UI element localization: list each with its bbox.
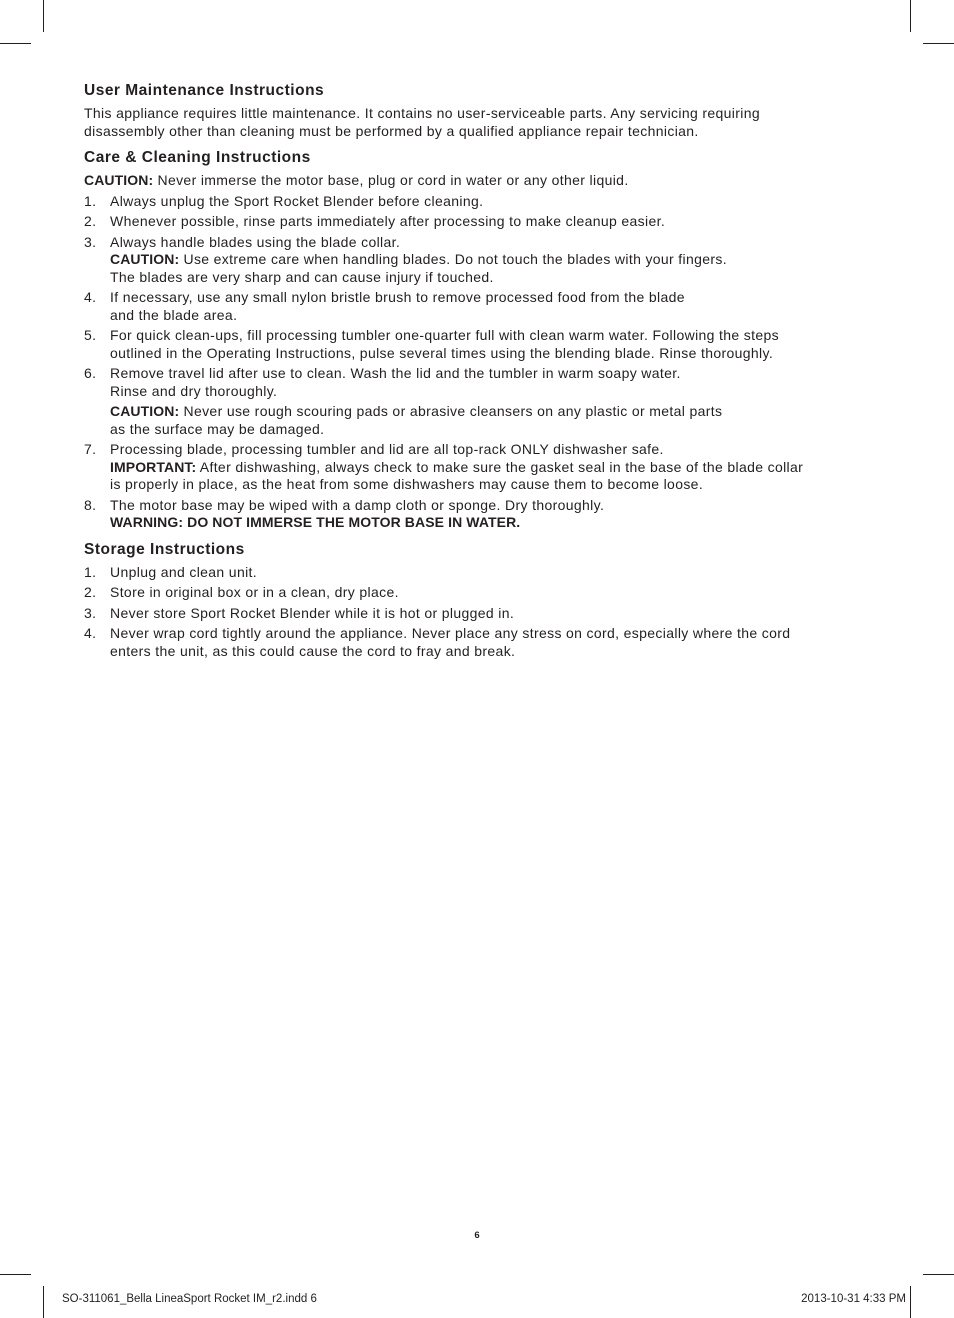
list-item xyxy=(84,213,874,231)
note-text: as the surface may be damaged. xyxy=(110,420,325,437)
crop-mark-bottom-left-vertical xyxy=(43,1286,44,1318)
item-number: 2. xyxy=(84,213,97,229)
item-number: 8. xyxy=(84,496,97,513)
item-number: 1. xyxy=(84,192,97,209)
item-number: 4. xyxy=(84,625,97,641)
item-text: Always unplug the Sport Rocket Blender before cleaning. xyxy=(110,192,484,209)
list-item xyxy=(84,193,874,211)
crop-mark-bottom-right-vertical xyxy=(910,1286,911,1318)
item-text: enters the unit, as this could cause the cord to fray and break. xyxy=(110,642,516,659)
crop-mark-bottom-left-horizontal xyxy=(0,1274,31,1275)
footer-timestamp: 2013-10-31 4:33 PM xyxy=(801,1293,906,1305)
page-content xyxy=(84,81,874,668)
maintenance-section xyxy=(84,81,874,140)
crop-mark-top-left-horizontal xyxy=(0,43,31,44)
note-label: IMPORTANT: xyxy=(110,458,197,475)
item-number: 3. xyxy=(84,604,97,621)
list-item xyxy=(84,441,874,494)
item-number: 1. xyxy=(84,563,97,580)
list-item xyxy=(84,605,874,623)
maintenance-text xyxy=(84,105,874,140)
item-text: Processing blade, processing tumbler and lid are all top-rack ONLY dishwasher safe. xyxy=(110,441,664,457)
list-item xyxy=(84,497,874,532)
item-text: Remove travel lid after use to clean. Wash the lid and the tumbler in warm soapy water. xyxy=(110,365,681,381)
footer-file-name: SO-311061_Bella LineaSport Rocket IM_r2.indd 6 xyxy=(62,1293,317,1305)
item-number: 6. xyxy=(84,365,97,381)
note-label: CAUTION: xyxy=(110,403,180,419)
item-number: 7. xyxy=(84,441,97,457)
note-text: Use extreme care when handling blades. Do not touch the blades with your fingers. xyxy=(179,251,728,267)
care-list xyxy=(84,193,874,532)
caution-label: CAUTION: xyxy=(84,172,154,188)
item-text: Rinse and dry thoroughly. xyxy=(110,382,278,399)
maintenance-heading: User Maintenance Instructions xyxy=(84,82,325,99)
note-text: The blades are very sharp and can cause injury if touched. xyxy=(110,268,494,285)
list-item xyxy=(84,625,874,660)
list-item xyxy=(84,365,874,438)
storage-section xyxy=(84,540,874,661)
item-number: 4. xyxy=(84,289,97,305)
item-text: Never store Sport Rocket Blender while it is hot or plugged in. xyxy=(110,604,515,621)
note-text: After dishwashing, always check to make sure the gasket seal in the base of the blade collar xyxy=(196,458,804,475)
item-text: Whenever possible, rinse parts immediately after processing to make cleanup easier. xyxy=(110,213,666,229)
list-item xyxy=(84,584,874,602)
item-note xyxy=(110,459,874,477)
caution-text: Never immerse the motor base, plug or cord in water or any other liquid. xyxy=(153,172,629,188)
item-number: 2. xyxy=(84,584,97,600)
item-note xyxy=(110,403,874,421)
note-text: Never use rough scouring pads or abrasive cleansers on any plastic or metal parts xyxy=(179,403,723,419)
care-caution xyxy=(84,172,874,190)
item-text: The motor base may be wiped with a damp cloth or sponge. Dry thoroughly. xyxy=(110,496,605,513)
item-warning: WARNING: DO NOT IMMERSE THE MOTOR BASE IN WATER. xyxy=(110,514,521,530)
item-text: outlined in the Operating Instructions, pulse several times using the blending blade. Rinse thoroughly. xyxy=(110,344,774,361)
item-text: Always handle blades using the blade collar. xyxy=(110,233,401,250)
item-number: 5. xyxy=(84,327,97,343)
item-text: Never wrap cord tightly around the appliance. Never place any stress on cord, especially where the cord xyxy=(110,625,791,641)
storage-list xyxy=(84,564,874,661)
list-item xyxy=(84,234,874,287)
storage-heading: Storage Instructions xyxy=(84,540,245,558)
page-number: 6 xyxy=(474,1230,480,1241)
maintenance-line: This appliance requires little maintenance. It contains no user-serviceable parts. Any servicing requiring xyxy=(84,105,760,121)
crop-mark-bottom-right-horizontal xyxy=(923,1274,954,1275)
crop-mark-top-left-vertical xyxy=(43,0,44,32)
list-item xyxy=(84,289,874,324)
item-number: 3. xyxy=(84,233,97,250)
list-item xyxy=(84,327,874,362)
list-item xyxy=(84,564,874,582)
item-note xyxy=(110,251,874,269)
crop-mark-top-right-vertical xyxy=(910,0,911,32)
item-text: For quick clean-ups, fill processing tumbler one-quarter full with clean warm water. Following the steps xyxy=(110,327,780,343)
item-text: Store in original box or in a clean, dry place. xyxy=(110,584,399,600)
note-text: is properly in place, as the heat from some dishwashers may cause them to become loose. xyxy=(110,476,704,492)
item-text: and the blade area. xyxy=(110,306,238,323)
crop-mark-top-right-horizontal xyxy=(923,43,954,44)
item-text: If necessary, use any small nylon bristle brush to remove processed food from the blade xyxy=(110,289,685,305)
note-label: CAUTION: xyxy=(110,251,180,267)
maintenance-line: disassembly other than cleaning must be performed by a qualified appliance repair technician. xyxy=(84,122,699,139)
care-heading: Care & Cleaning Instructions xyxy=(84,149,311,166)
care-section xyxy=(84,148,874,532)
item-text: Unplug and clean unit. xyxy=(110,563,258,580)
